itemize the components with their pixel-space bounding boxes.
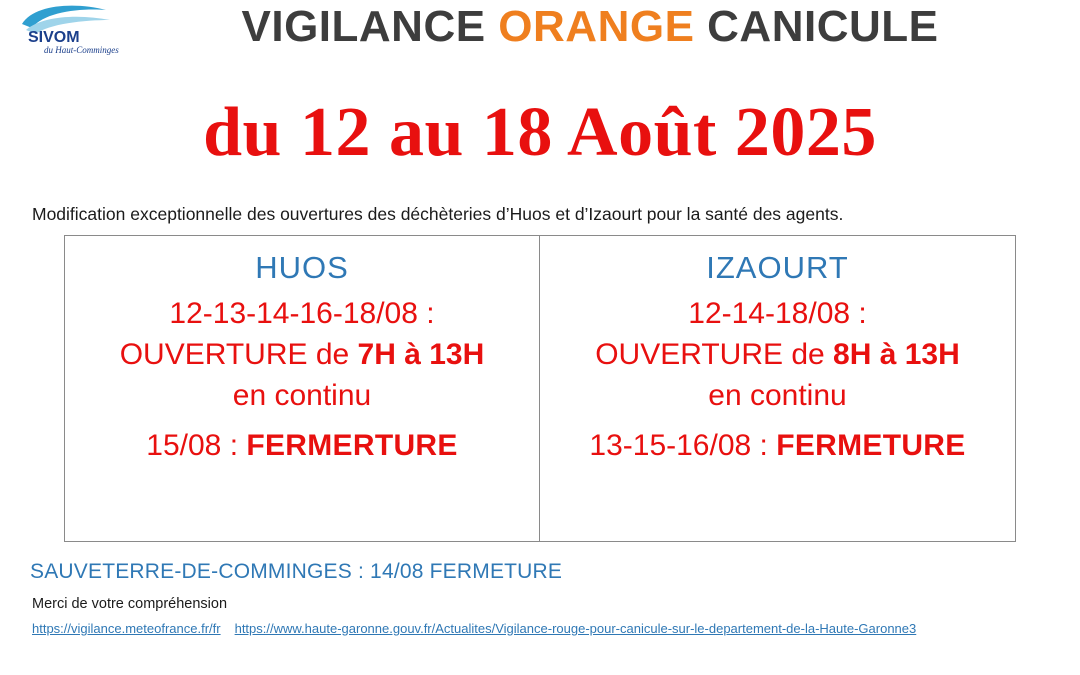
footer-links [0,621,1080,636]
closed-days-huos: 15/08 : [146,429,247,463]
page-header [0,0,1080,62]
svg-text:SIVOM: SIVOM [28,29,80,46]
sivom-logo [14,2,144,58]
open-prefix-izaourt: OUVERTURE de [595,337,834,371]
open-hours-huos [65,335,539,376]
extra-site-note: SAUVETERRE-DE-COMMINGES : 14/08 FERMETURE [30,560,563,583]
link-vigilance-meteofrance[interactable]: https://vigilance.meteofrance.fr/fr [32,621,221,636]
open-suffix-izaourt: en continu [708,378,847,412]
closed-line-huos [65,426,539,467]
title-highlight: ORANGE [498,2,695,51]
intro-text: Modification exceptionnelle des ouvertures des déchèteries d’Huos et d’Izaourt pour la santé des agents. [32,204,844,224]
link-haute-garonne-gouv[interactable]: https://www.haute-garonne.gouv.fr/Actualites/Vigilance-rouge-pour-canicule-sur-le-departement-de-la-Haute-Garonne3 [234,621,917,636]
page-title [150,2,1030,52]
open-days-huos: 12-13-14-16-18/08 : [169,297,435,330]
closed-days-izaourt: 13-15-16/08 : [589,429,777,463]
closed-label-huos: FERMERTURE [246,429,458,463]
closed-line-izaourt [540,426,1015,467]
schedule-cell-izaourt [540,236,1015,541]
open-hours-value-izaourt: 8H à 13H [833,337,960,371]
open-prefix-huos: OUVERTURE de [119,337,358,371]
closed-label-izaourt: FERMETURE [776,429,966,463]
date-range: du 12 au 18 Août 2025 [203,94,877,171]
open-hours-izaourt [540,335,1015,376]
site-name-huos: HUOS [255,250,349,285]
title-part-1: VIGILANCE [241,2,499,51]
site-name-izaourt: IZAOURT [706,250,849,285]
title-part-2: CANICULE [694,2,939,51]
open-hours-value-huos: 7H à 13H [357,337,485,371]
schedule-cell-huos [65,236,540,541]
thanks-note: Merci de votre compréhension [32,596,228,612]
open-suffix-huos: en continu [232,378,372,412]
open-days-izaourt: 12-14-18/08 : [688,297,867,330]
svg-text:du Haut-Comminges: du Haut-Comminges [44,45,119,55]
schedule-table [64,235,1016,542]
